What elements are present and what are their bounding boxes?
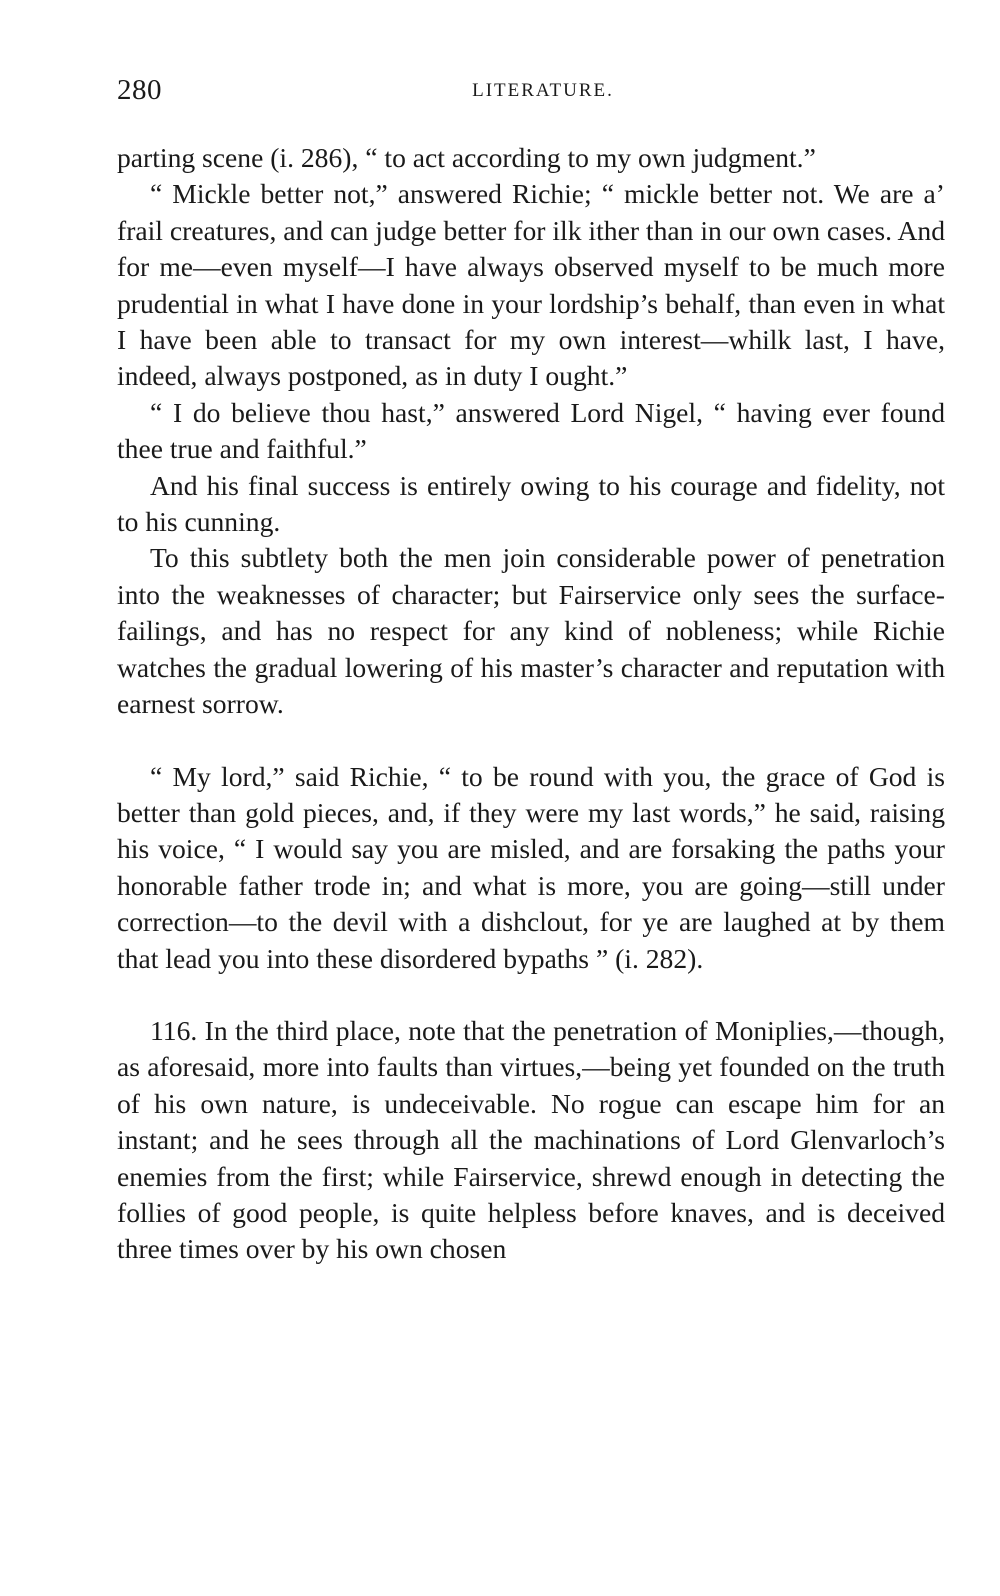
page-number: 280 bbox=[117, 74, 162, 106]
paragraph-quote-my-lord: “ My lord,” said Richie, “ to be round with you, the grace of God is better than gold pieces, and, if they were my last words,” he said, raising his voice, “ I would say you are misled, and are forsaking the paths your honorable father trode in; and what is more, you are going—still under correction—to the devil with a dishclout, for ye are laughed at by them that lead you into these disordered bypaths ” (i. 282). bbox=[117, 760, 945, 974]
page-header bbox=[117, 74, 945, 114]
running-head: LITERATURE. bbox=[472, 80, 614, 101]
paragraph-gap bbox=[117, 723, 945, 759]
paragraph-nigel-reply: “ I do believe thou hast,” answered Lord Nigel, “ having ever found thee true and faithful.” bbox=[117, 396, 945, 465]
paragraph-continuation: parting scene (i. 286), “ to act according to my own judgment.” bbox=[117, 142, 816, 173]
paragraph-subtlety: To this subtlety both the men join considerable power of penetration into the weaknesses of character; but Fairservice only sees the surface-failings, and has no respect for any kind of nobleness; while Richie watches the gradual lowering of his master’s character and reputation with earnest sorrow. bbox=[117, 542, 945, 720]
paragraph-gap bbox=[117, 977, 945, 1013]
body-text bbox=[117, 140, 945, 1268]
paragraph-richie-reply: “ Mickle better not,” answered Richie; “ mickle better not. We are a’ frail creatures, and can judge better for ilk ither than in our own cases. And for me—even myself—I have always observed myself to be much more prudential in what I have done in your lordship’s behalf, than even in what I have been able to transact for my own interest—whilk last, I have, indeed, always postponed, as in duty I ought.” bbox=[117, 178, 945, 392]
paragraph-section-116: 116. In the third place, note that the penetration of Moniplies,—though, as aforesaid, more into faults than virtues,—being yet founded on the truth of his own nature, is undeceivable. No rogue can escape him for an instant; and he sees through all the machinations of Lord Glenvarloch’s enemies from the first; while Fairservice, shrewd enough in detecting the follies of good people, is quite helpless before knaves, and is deceived three times over by his own chosen bbox=[117, 1014, 945, 1265]
paragraph-final-success: And his final success is entirely owing to his courage and fidelity, not to his cunning. bbox=[117, 469, 945, 538]
